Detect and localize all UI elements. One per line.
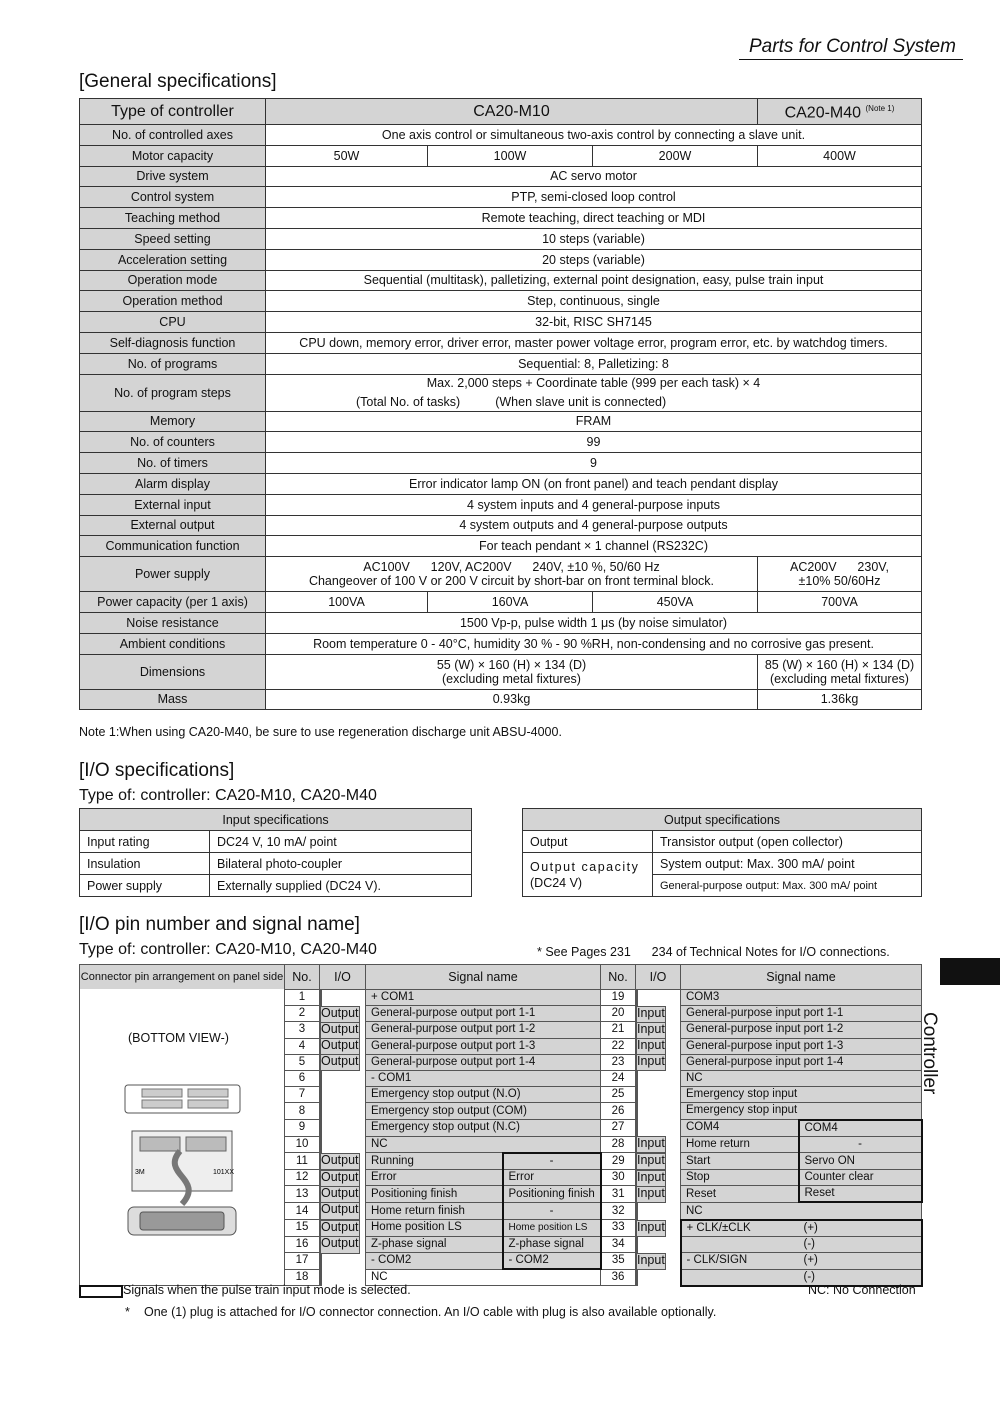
pin-io: Output: [320, 1006, 360, 1023]
row-label: Insulation: [80, 853, 210, 875]
pin-io: [636, 990, 638, 1007]
row-label: Operation mode: [80, 270, 266, 291]
pin-number: 5: [285, 1054, 320, 1070]
pin-number: 31: [601, 1186, 636, 1203]
pin-signal: General-purpose input port 1-3: [681, 1038, 922, 1054]
pin-signal-pulse-mode: COM4: [799, 1120, 922, 1137]
pin-signal: [681, 1269, 799, 1286]
row-label: External output: [80, 515, 266, 536]
row-value: Error indicator lamp ON (on front panel) and teach pendant display: [266, 473, 922, 494]
row-label: Motor capacity: [80, 145, 266, 166]
pin-io: Output: [320, 1054, 360, 1071]
pin-number: 23: [601, 1054, 636, 1070]
col-head-signal: Signal name: [366, 965, 601, 990]
row-label: Ambient conditions: [80, 633, 266, 654]
pin-io: [320, 1120, 322, 1137]
row-label: Teaching method: [80, 208, 266, 229]
row-label: Drive system: [80, 166, 266, 187]
row-label: Noise resistance: [80, 612, 266, 633]
pin-number: 12: [285, 1170, 320, 1186]
row-value: Transistor output (open collector): [653, 831, 922, 853]
pin-number: 35: [601, 1253, 636, 1270]
steps-line2: (Total No. of tasks) (When slave unit is connected): [356, 395, 667, 410]
row-label: Control system: [80, 187, 266, 208]
row-value: Step, continuous, single: [266, 291, 922, 312]
pin-io: Input: [636, 1220, 666, 1237]
pin-signal-pulse-mode: Servo ON: [799, 1153, 922, 1170]
row-value: PTP, semi-closed loop control: [266, 187, 922, 208]
col-head-m10: CA20-M10: [266, 99, 758, 125]
pin-io: Input: [636, 1022, 666, 1039]
pin-number: 10: [285, 1136, 320, 1153]
row-value: 9: [266, 453, 922, 474]
pin-signal: Home return finish: [366, 1202, 503, 1219]
row-label: No. of programs: [80, 353, 266, 374]
pin-io: Output: [320, 1202, 360, 1219]
pin-io: [320, 1103, 322, 1120]
pin-io: Output: [320, 1038, 360, 1055]
pin-signal: Start: [681, 1153, 799, 1170]
pin-signal: NC: [681, 1070, 922, 1086]
pin-signal-pulse-mode: Positioning finish: [503, 1186, 601, 1203]
pin-signal-pulse-mode: (+): [799, 1220, 922, 1237]
io-subtitle: Type of: controller: CA20-M10, CA20-M40: [79, 787, 377, 804]
footnote: One (1) plug is attached for I/O connector connection. An I/O cable with plug is also available optionally.: [144, 1305, 717, 1319]
pin-signal-pulse-mode: (+): [799, 1253, 922, 1270]
pin-signal: - COM1: [366, 1070, 601, 1086]
pin-signal: NC: [366, 1269, 601, 1286]
general-spec-table: [79, 98, 922, 710]
row-value: For teach pendant × 1 channel (RS232C): [266, 536, 922, 557]
pin-number: 30: [601, 1170, 636, 1186]
pin-io: [636, 1120, 638, 1137]
input-spec-head: Input specifications: [80, 809, 472, 831]
row-label: No. of timers: [80, 453, 266, 474]
pin-signal-pulse-mode: Home position LS: [503, 1220, 601, 1237]
pin-signal-pulse-mode: -: [503, 1202, 601, 1219]
row-value: 0.93kg: [266, 689, 758, 710]
pin-signal-pulse-mode: Error: [503, 1170, 601, 1186]
pin-io: [636, 1269, 638, 1286]
header-rule: [739, 59, 963, 60]
row-value: AC servo motor: [266, 166, 922, 187]
pin-signal: General-purpose input port 1-2: [681, 1022, 922, 1038]
pin-io: [636, 1103, 638, 1120]
col-head-connector: Connector pin arrangement on panel side: [80, 965, 285, 990]
row-label: CPU: [80, 312, 266, 333]
pin-signal: General-purpose input port 1-1: [681, 1006, 922, 1022]
row-value: 4 system outputs and 4 general-purpose outputs: [266, 515, 922, 536]
pin-io: Output: [320, 1153, 360, 1170]
pin-signal-pulse-mode: -: [799, 1136, 922, 1153]
row-value: 1.36kg: [758, 689, 922, 710]
row-label: Operation method: [80, 291, 266, 312]
row-label: Self-diagnosis function: [80, 332, 266, 353]
pin-io: Output: [320, 1170, 360, 1187]
legend-box-icon: [79, 1285, 123, 1298]
row-value: 100W: [428, 145, 593, 166]
row-value: Sequential (multitask), palletizing, external point designation, easy, pulse train input: [266, 270, 922, 291]
pin-number: 8: [285, 1103, 320, 1120]
pin-signal: General-purpose output port 1-2: [366, 1022, 601, 1038]
pin-io: [636, 1202, 638, 1219]
pin-signal: NC: [681, 1202, 922, 1219]
pin-io: [320, 1070, 322, 1087]
pin-signal: Reset: [681, 1186, 799, 1203]
pin-number: 36: [601, 1269, 636, 1286]
pin-signal-pulse-mode: Z-phase signal: [503, 1236, 601, 1252]
row-value: 1500 Vp-p, pulse width 1 μs (by noise simulator): [266, 612, 922, 633]
row-label: No. of controlled axes: [80, 125, 266, 146]
pin-signal: General-purpose output port 1-1: [366, 1006, 601, 1022]
pin-number: 2: [285, 1006, 320, 1022]
output-spec-table: [522, 808, 922, 897]
pin-number: 3: [285, 1022, 320, 1038]
pin-signal: + COM1: [366, 990, 601, 1006]
row-value: 10 steps (variable): [266, 228, 922, 249]
pin-io: Input: [636, 1054, 666, 1071]
row-value: 400W: [758, 145, 922, 166]
pin-number: 22: [601, 1038, 636, 1054]
pin-io: Input: [636, 1136, 666, 1153]
row-label: Output: [523, 831, 653, 853]
pin-io: [320, 1253, 322, 1270]
capacity-label: Output capacity (DC24 V): [523, 853, 653, 897]
pin-io: Input: [636, 1153, 666, 1170]
pin-signal-pulse-mode: -: [503, 1153, 601, 1170]
footnote-mark: *: [125, 1305, 130, 1319]
row-label: Communication function: [80, 536, 266, 557]
pin-io: Input: [636, 1038, 666, 1055]
row-value: Room temperature 0 - 40°C, humidity 30 % - 90 %RH, non-condensing and no corrosive gas present.: [266, 633, 922, 654]
row-label: Speed setting: [80, 228, 266, 249]
pin-signal: COM4: [681, 1120, 799, 1137]
pin-number: 33: [601, 1220, 636, 1237]
row-value: CPU down, memory error, driver error, master power voltage error, program error, etc. by watchdog timers.: [266, 332, 922, 353]
pin-number: 34: [601, 1236, 636, 1252]
pin-number: 21: [601, 1022, 636, 1038]
col-head-no: No.: [601, 965, 636, 990]
page-header-title: Parts for Control System: [749, 36, 956, 57]
connector-mark-right: 101XX: [213, 1169, 235, 1176]
pin-number: 14: [285, 1202, 320, 1219]
row-value: System output: Max. 300 mA/ point: [653, 853, 922, 875]
pin-io: [320, 990, 322, 1007]
pin-signal-pulse-mode: (-): [799, 1236, 922, 1252]
col-head-signal: Signal name: [681, 965, 922, 990]
row-value: 700VA: [758, 592, 922, 613]
pin-io: Output: [320, 1022, 360, 1039]
pin-signal: Emergency stop input: [681, 1087, 922, 1103]
row-label: Power supply: [80, 875, 210, 897]
pin-signal: NC: [366, 1136, 601, 1153]
pin-signal: Z-phase signal: [366, 1236, 503, 1252]
pin-number: 25: [601, 1087, 636, 1103]
row-value: 50W: [266, 145, 428, 166]
pin-number: 9: [285, 1120, 320, 1137]
row-label: Mass: [80, 689, 266, 710]
connector-plug-icon: [120, 1079, 245, 1249]
power-m40: AC200V 230V, ±10% 50/60Hz: [758, 557, 922, 592]
pin-signal: - COM2: [366, 1253, 503, 1270]
nc-note: NC: No Connection: [808, 1283, 916, 1297]
pin-signal: General-purpose input port 1-4: [681, 1054, 922, 1070]
pin-number: 26: [601, 1103, 636, 1120]
pin-io: Input: [636, 1253, 666, 1270]
row-value: Sequential: 8, Palletizing: 8: [266, 353, 922, 374]
pin-signal: Emergency stop input: [681, 1103, 922, 1120]
pin-signal: General-purpose output port 1-4: [366, 1054, 601, 1070]
row-value: Bilateral photo-coupler: [210, 853, 472, 875]
row-value: Externally supplied (DC24 V).: [210, 875, 472, 897]
pin-io: Output: [320, 1186, 360, 1203]
row-value-steps: [266, 374, 922, 411]
row-label: Acceleration setting: [80, 249, 266, 270]
pin-number: 13: [285, 1186, 320, 1203]
row-label: No. of program steps: [80, 374, 266, 411]
row-value: General-purpose output: Max. 300 mA/ point: [653, 875, 922, 897]
pin-number: 11: [285, 1153, 320, 1170]
section-title-pins: [I/O pin number and signal name]: [79, 914, 360, 935]
pin-number: 4: [285, 1038, 320, 1054]
bottom-view-label: (BOTTOM VIEW-): [128, 1031, 229, 1045]
note-ref: (Note 1): [865, 104, 895, 114]
section-tab-marker: [940, 958, 1000, 985]
row-value: 450VA: [593, 592, 758, 613]
row-value: 4 system inputs and 4 general-purpose inputs: [266, 494, 922, 515]
pin-signal: General-purpose output port 1-3: [366, 1038, 601, 1054]
row-label: Input rating: [80, 831, 210, 853]
dims-m40: 85 (W) × 160 (H) × 134 (D) (excluding metal fixtures): [758, 654, 922, 689]
pin-number: 18: [285, 1269, 320, 1286]
pin-signal-pulse-mode: Reset: [799, 1186, 922, 1203]
pins-subtitle: Type of: controller: CA20-M10, CA20-M40: [79, 941, 377, 958]
pin-io: Output: [320, 1220, 360, 1237]
row-label: Memory: [80, 411, 266, 432]
pin-io: [320, 1087, 322, 1104]
pin-signal: - CLK/SIGN: [681, 1253, 799, 1270]
pin-number: 20: [601, 1006, 636, 1022]
dims-m10: 55 (W) × 160 (H) × 134 (D) (excluding metal fixtures): [266, 654, 758, 689]
see-pages-note: * See Pages 231 234 of Technical Notes for I/O connections.: [537, 945, 890, 959]
section-title-general: [General specifications]: [79, 71, 277, 92]
pin-signal: Positioning finish: [366, 1186, 503, 1203]
row-label: Power capacity (per 1 axis): [80, 592, 266, 613]
row-label: Power supply: [80, 557, 266, 592]
col-head-io: I/O: [320, 965, 366, 990]
pin-number: 29: [601, 1153, 636, 1170]
pin-number: 6: [285, 1070, 320, 1086]
pin-io: [636, 1070, 638, 1087]
legend-text: Signals when the pulse train input mode is selected.: [123, 1283, 411, 1297]
pin-number: 19: [601, 990, 636, 1006]
pin-number: 27: [601, 1120, 636, 1137]
row-value: One axis control or simultaneous two-axis control by connecting a slave unit.: [266, 125, 922, 146]
pin-signal: [681, 1236, 799, 1252]
pin-number: 32: [601, 1202, 636, 1219]
connector-mark-left: 3M: [135, 1169, 145, 1176]
pin-signal: Error: [366, 1170, 503, 1186]
pin-signal: + CLK/±CLK: [681, 1220, 799, 1237]
row-value: Remote teaching, direct teaching or MDI: [266, 208, 922, 229]
power-m10: AC100V 120V, AC200V 240V, ±10 %, 50/60 Hz Changeover of 100 V or 200 V circuit by short-bar on front terminal block.: [266, 557, 758, 592]
pin-signal: Home return: [681, 1136, 799, 1153]
pin-io: [320, 1136, 322, 1153]
pin-io: [636, 1236, 638, 1253]
row-label: No. of counters: [80, 432, 266, 453]
pin-signal: Running: [366, 1153, 503, 1170]
pin-number: 24: [601, 1070, 636, 1086]
pin-number: 7: [285, 1087, 320, 1103]
row-value: DC24 V, 10 mA/ point: [210, 831, 472, 853]
input-spec-table: [79, 808, 472, 897]
pin-signal: Emergency stop output (N.O): [366, 1087, 601, 1103]
side-tab-label: Controller: [919, 1012, 940, 1095]
pin-number: 1: [285, 990, 320, 1006]
pin-signal: Home position LS: [366, 1220, 503, 1237]
row-label: Dimensions: [80, 654, 266, 689]
row-value: 100VA: [266, 592, 428, 613]
output-spec-head: Output specifications: [523, 809, 922, 831]
pin-io: [636, 1087, 638, 1104]
row-label: Alarm display: [80, 473, 266, 494]
col-head-m40: CA20-M40 $^{(Note 1)}$: [758, 99, 922, 125]
row-label: External input: [80, 494, 266, 515]
section-title-io: [I/O specifications]: [79, 760, 235, 781]
pin-signal: COM3: [681, 990, 922, 1006]
row-value: FRAM: [266, 411, 922, 432]
pin-number: 28: [601, 1136, 636, 1153]
pin-signal: Stop: [681, 1170, 799, 1186]
row-value: 20 steps (variable): [266, 249, 922, 270]
pin-number: 17: [285, 1253, 320, 1270]
pin-io: Input: [636, 1006, 666, 1023]
col-head-io: I/O: [636, 965, 681, 990]
col-head-type: Type of controller: [80, 99, 266, 125]
connector-diagram: [80, 989, 284, 1277]
pin-signal-pulse-mode: (-): [799, 1269, 922, 1286]
row-value: 32-bit, RISC SH7145: [266, 312, 922, 333]
pin-io: Output: [320, 1236, 360, 1253]
col-head-no: No.: [285, 965, 320, 990]
steps-line1: Max. 2,000 steps + Coordinate table (999 per each task) × 4: [426, 376, 761, 391]
general-note: Note 1:When using CA20-M40, be sure to use regeneration discharge unit ABSU-4000.: [79, 725, 562, 739]
pin-io: Input: [636, 1170, 666, 1187]
pin-signal: Emergency stop output (N.C): [366, 1120, 601, 1137]
pin-signal-pulse-mode: Counter clear: [799, 1170, 922, 1186]
pin-signal-pulse-mode: - COM2: [503, 1253, 601, 1270]
row-value: 160VA: [428, 592, 593, 613]
pin-number: 15: [285, 1220, 320, 1237]
row-value: 99: [266, 432, 922, 453]
row-value: 200W: [593, 145, 758, 166]
pin-signal: Emergency stop output (COM): [366, 1103, 601, 1120]
pin-number: 16: [285, 1236, 320, 1252]
pin-io: Input: [636, 1186, 666, 1203]
